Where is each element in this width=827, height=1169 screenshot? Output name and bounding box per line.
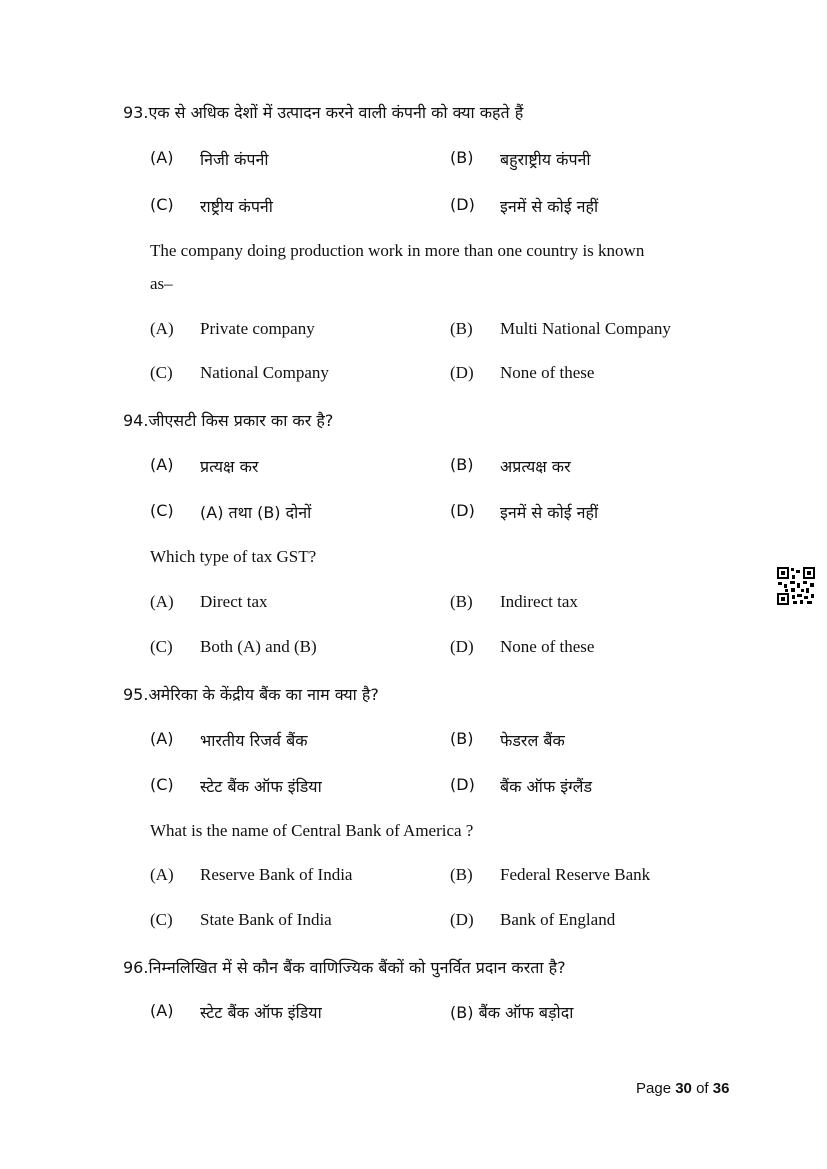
option-text: भारतीय रिजर्व बैंक xyxy=(200,731,308,750)
option-label: (D) xyxy=(450,501,475,520)
option-text: Multi National Company xyxy=(500,319,671,338)
option-text: राष्ट्रीय कंपनी xyxy=(200,197,273,216)
question-96-hindi: 96.निम्नलिखित में से कौन बैंक वाणिज्यिक बैंकों को पुनर्वित प्रदान करता है? xyxy=(123,958,566,977)
question-93-hindi: 93.एक से अधिक देशों में उत्पादन करने वाली कंपनी को क्या कहते हैं xyxy=(123,103,524,122)
option-text: इनमें से कोई नहीं xyxy=(500,197,599,216)
option-text: फेडरल बैंक xyxy=(500,731,565,750)
option-label: (D) xyxy=(450,363,474,382)
option-text: निजी कंपनी xyxy=(200,150,269,169)
option-label: (A) xyxy=(150,729,174,748)
option-label: (D) xyxy=(450,195,475,214)
option-text: इनमें से कोई नहीं xyxy=(500,503,599,522)
option-text: बैंक ऑफ बड़ोदा xyxy=(478,1003,574,1022)
option-text: Reserve Bank of India xyxy=(200,865,353,884)
option-text: National Company xyxy=(200,363,329,382)
question-94-english: Which type of tax GST? xyxy=(150,547,317,566)
option-label: (A) xyxy=(150,148,174,167)
question-93-english: The company doing production work in more than one country is known xyxy=(150,241,645,260)
of-label: of xyxy=(696,1080,709,1097)
page-label: Page xyxy=(636,1080,672,1097)
page-number xyxy=(636,1080,729,1097)
qr-code-icon xyxy=(776,566,816,606)
option-label: (A) xyxy=(150,319,174,338)
option-text: स्टेट बैंक ऑफ इंडिया xyxy=(200,777,322,796)
option-label: (C) xyxy=(150,910,173,929)
option-label: (A) xyxy=(150,592,174,611)
option-label: (D) xyxy=(450,637,474,656)
option-label: (C) xyxy=(150,637,173,656)
option-label: (B) xyxy=(450,319,473,338)
question-95-hindi: 95.अमेरिका के केंद्रीय बैंक का नाम क्या है? xyxy=(123,685,379,704)
option-label: (C) xyxy=(150,195,174,214)
option-label: (B) xyxy=(450,1003,474,1022)
option-label: (B) xyxy=(450,865,473,884)
option-b xyxy=(450,1001,573,1023)
option-text: Both (A) and (B) xyxy=(200,637,317,656)
current-page: 30 xyxy=(675,1080,692,1097)
option-text: बहुराष्ट्रीय कंपनी xyxy=(500,150,591,169)
option-text: None of these xyxy=(500,363,595,382)
option-text: Direct tax xyxy=(200,592,268,611)
option-text: प्रत्यक्ष कर xyxy=(200,457,259,476)
option-label: (C) xyxy=(150,363,173,382)
option-text: State Bank of India xyxy=(200,910,332,929)
option-label: (A) xyxy=(150,865,174,884)
option-label: (B) xyxy=(450,455,474,474)
option-text: Bank of England xyxy=(500,910,616,929)
question-94-hindi: 94.जीएसटी किस प्रकार का कर है? xyxy=(123,411,334,430)
option-text: Federal Reserve Bank xyxy=(500,865,651,884)
question-93-english-cont: as– xyxy=(150,274,173,293)
option-label: (B) xyxy=(450,729,474,748)
option-text: None of these xyxy=(500,637,595,656)
option-label: (B) xyxy=(450,592,473,611)
option-label: (C) xyxy=(150,501,174,520)
option-label: (A) xyxy=(150,455,174,474)
option-text: (A) तथा (B) दोनों xyxy=(200,503,312,522)
option-label: (D) xyxy=(450,775,475,794)
option-label: (D) xyxy=(450,910,474,929)
option-text: स्टेट बैंक ऑफ इंडिया xyxy=(200,1003,322,1022)
option-label: (C) xyxy=(150,775,174,794)
option-text: अप्रत्यक्ष कर xyxy=(500,457,571,476)
option-label: (B) xyxy=(450,148,474,167)
total-pages: 36 xyxy=(712,1080,730,1097)
option-text: Indirect tax xyxy=(500,592,578,611)
question-95-english: What is the name of Central Bank of America ? xyxy=(150,821,474,840)
option-text: बैंक ऑफ इंग्लैंड xyxy=(500,777,593,796)
option-label: (A) xyxy=(150,1001,174,1020)
option-text: Private company xyxy=(200,319,315,338)
